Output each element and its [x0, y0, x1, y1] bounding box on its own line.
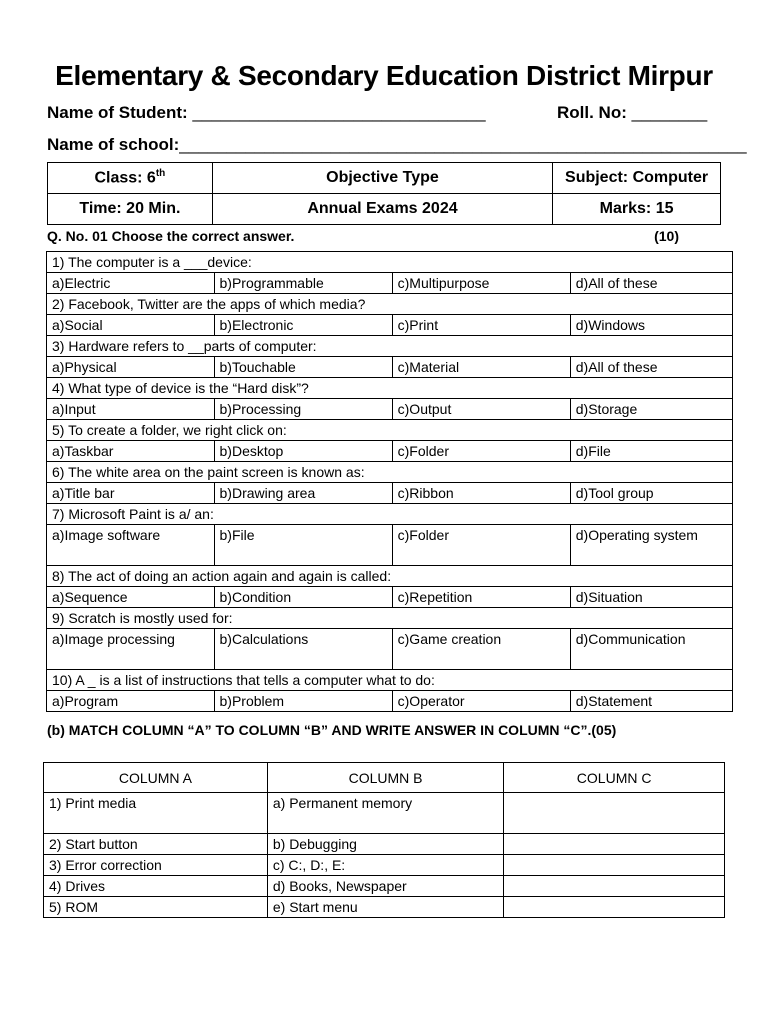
option-c: c)Operator [392, 691, 570, 712]
option-d: d)Windows [570, 315, 732, 336]
option-d: d)All of these [570, 357, 732, 378]
question-row [47, 504, 733, 525]
options-row [47, 629, 733, 670]
option-d: d)Situation [570, 587, 732, 608]
option-c: c)Multipurpose [392, 273, 570, 294]
option-a: a)Input [47, 399, 215, 420]
options-row [47, 357, 733, 378]
option-a: a)Sequence [47, 587, 215, 608]
option-b: b)Electronic [214, 315, 392, 336]
option-a: a)Image processing [47, 629, 215, 670]
options-row [47, 441, 733, 462]
option-a: a)Program [47, 691, 215, 712]
column-c-cell [504, 834, 725, 855]
column-b-cell: e) Start menu [267, 897, 503, 918]
class-cell: Class: 6th [48, 163, 213, 194]
question-text: 5) To create a folder, we right click on: [47, 420, 733, 441]
column-a-cell: 4) Drives [44, 876, 268, 897]
mcq-table [46, 251, 733, 712]
option-d: d)Statement [570, 691, 732, 712]
question-row [47, 566, 733, 587]
match-table [43, 762, 725, 918]
roll-number-field [557, 103, 707, 123]
match-row [44, 876, 725, 897]
option-a: a)Taskbar [47, 441, 215, 462]
question-text: 6) The white area on the paint screen is known as: [47, 462, 733, 483]
student-name-field [47, 103, 486, 123]
column-a-header: COLUMN A [44, 763, 268, 793]
option-d: d)Storage [570, 399, 732, 420]
column-b-cell: b) Debugging [267, 834, 503, 855]
roll-number-line: ________ [631, 103, 708, 122]
column-c-header: COLUMN C [504, 763, 725, 793]
option-d: d)Operating system [570, 525, 732, 566]
option-b: b)Calculations [214, 629, 392, 670]
column-a-cell: 2) Start button [44, 834, 268, 855]
question-row [47, 336, 733, 357]
question-row [47, 252, 733, 273]
options-row [47, 483, 733, 504]
type-cell: Objective Type [212, 163, 552, 194]
option-c: c)Game creation [392, 629, 570, 670]
option-c: c)Folder [392, 441, 570, 462]
option-b: b)Touchable [214, 357, 392, 378]
option-b: b)Drawing area [214, 483, 392, 504]
column-b-cell: a) Permanent memory [267, 793, 503, 834]
question-row [47, 608, 733, 629]
option-a: a)Image software [47, 525, 215, 566]
option-b: b)Processing [214, 399, 392, 420]
options-row [47, 525, 733, 566]
option-c: c)Output [392, 399, 570, 420]
question-text: 8) The act of doing an action again and again is called: [47, 566, 733, 587]
school-name-label: Name of school: [47, 135, 180, 154]
question-row [47, 420, 733, 441]
option-d: d)Tool group [570, 483, 732, 504]
marks-cell: Marks: 15 [553, 194, 721, 225]
q1-heading [47, 228, 679, 244]
option-d: d)File [570, 441, 732, 462]
question-text: 7) Microsoft Paint is a/ an: [47, 504, 733, 525]
column-c-cell [504, 876, 725, 897]
question-text: 2) Facebook, Twitter are the apps of which media? [47, 294, 733, 315]
option-c: c)Material [392, 357, 570, 378]
exam-title: Elementary & Secondary Education District Mirpur [55, 60, 713, 91]
options-row [47, 691, 733, 712]
column-b-header: COLUMN B [267, 763, 503, 793]
student-name-line: _______________________________ [192, 103, 486, 122]
question-row [47, 462, 733, 483]
option-d: d)All of these [570, 273, 732, 294]
option-c: c)Ribbon [392, 483, 570, 504]
match-row [44, 834, 725, 855]
column-a-cell: 5) ROM [44, 897, 268, 918]
question-text: 3) Hardware refers to __parts of computer: [47, 336, 733, 357]
subject-cell: Subject: Computer [553, 163, 721, 194]
option-b: b)Condition [214, 587, 392, 608]
q2-heading: (b) MATCH COLUMN “A” TO COLUMN “B” AND WRITE ANSWER IN COLUMN “C”.(05) [47, 722, 617, 738]
student-name-label: Name of Student: [47, 103, 188, 122]
column-c-cell [504, 855, 725, 876]
option-b: b)File [214, 525, 392, 566]
column-c-cell [504, 897, 725, 918]
option-b: b)Desktop [214, 441, 392, 462]
roll-number-label: Roll. No: [557, 103, 627, 122]
question-text: 1) The computer is a ___device: [47, 252, 733, 273]
option-c: c)Folder [392, 525, 570, 566]
question-row [47, 378, 733, 399]
options-row [47, 399, 733, 420]
question-row [47, 670, 733, 691]
options-row [47, 587, 733, 608]
question-text: 9) Scratch is mostly used for: [47, 608, 733, 629]
option-b: b)Problem [214, 691, 392, 712]
options-row [47, 273, 733, 294]
match-row [44, 855, 725, 876]
option-a: a)Electric [47, 273, 215, 294]
options-row [47, 315, 733, 336]
option-a: a)Physical [47, 357, 215, 378]
option-b: b)Programmable [214, 273, 392, 294]
option-c: c)Print [392, 315, 570, 336]
column-a-cell: 1) Print media [44, 793, 268, 834]
column-a-cell: 3) Error correction [44, 855, 268, 876]
question-text: 10) A _ is a list of instructions that tells a computer what to do: [47, 670, 733, 691]
option-c: c)Repetition [392, 587, 570, 608]
match-row [44, 793, 725, 834]
q1-heading-text: Q. No. 01 Choose the correct answer. [47, 228, 295, 244]
option-a: a)Social [47, 315, 215, 336]
question-row [47, 294, 733, 315]
column-b-cell: d) Books, Newspaper [267, 876, 503, 897]
school-name-field [47, 135, 747, 155]
option-d: d)Communication [570, 629, 732, 670]
exam-cell: Annual Exams 2024 [212, 194, 552, 225]
time-cell: Time: 20 Min. [48, 194, 213, 225]
option-a: a)Title bar [47, 483, 215, 504]
column-b-cell: c) C:, D:, E: [267, 855, 503, 876]
question-text: 4) What type of device is the “Hard disk”? [47, 378, 733, 399]
column-c-cell [504, 793, 725, 834]
exam-info-table [47, 162, 721, 225]
match-row [44, 897, 725, 918]
school-name-line: ____________________________________________________________ [179, 135, 747, 154]
q1-marks: (10) [654, 228, 679, 244]
